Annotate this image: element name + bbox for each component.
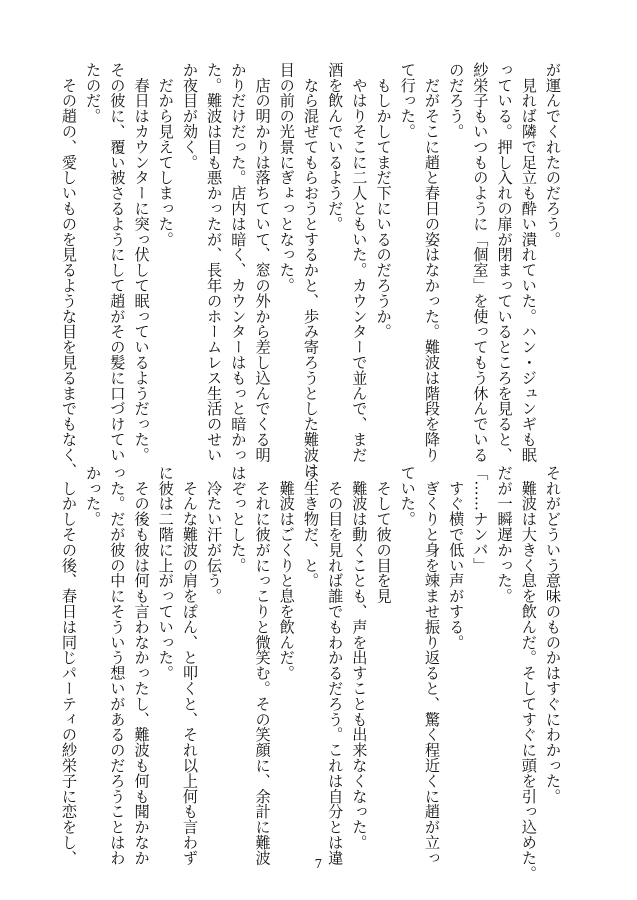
lower-text-line: だが一瞬遅かった。 — [495, 465, 514, 604]
lower-text-line: 「……ナンバ」 — [471, 465, 490, 573]
lower-text-line: そして彼の目を見 — [374, 465, 393, 604]
upper-text-line: その趙の、愛しいものを見るような目を見るまでもなく、 — [59, 62, 78, 478]
upper-text-line: その彼に、覆い被さるようにして趙がその髪に口づけてい — [108, 62, 127, 463]
upper-text-line: 春日はカウンターに突っ伏して眠っているようだった。 — [132, 62, 151, 463]
page-number: 7 — [314, 857, 323, 871]
upper-text-block — [59, 62, 565, 494]
lower-text-block — [59, 465, 565, 881]
upper-text-line: のだろう。 — [447, 62, 466, 139]
upper-text-line: 酒を飲んでいるようだ。 — [326, 62, 345, 232]
upper-text-line: なら混ぜてもらおうとするかと、歩み寄ろうとした難波は、 — [301, 62, 320, 494]
upper-text-line: かりだけだった。店内は暗く、カウンターはもっと暗かっ — [229, 62, 248, 463]
lower-text-line: う生き物だ、と。 — [301, 465, 320, 589]
upper-text-line: 店の明かりは落ちていて、窓の外から差し込んでくる明 — [253, 62, 272, 463]
upper-text-line: たのだ。 — [84, 62, 103, 124]
lower-text-line: 難波は大きく息を飲んだ。そしてすぐに頭を引っ込めた。 — [519, 465, 538, 881]
upper-text-line: 紗栄子もいつものように「個室」を使ってもう休んでいる — [471, 62, 490, 463]
lower-text-line: ていた。 — [398, 465, 417, 527]
lower-text-line: それに彼がにっこりと微笑む。その笑顔に、余計に難波 — [253, 465, 272, 866]
lower-text-line: 冷たい汗が伝う。 — [205, 465, 224, 604]
lower-text-line: 難波はごくりと息を飲んだ。 — [277, 465, 296, 681]
upper-text-line: もしかしてまだ下にいるのだろうか。 — [374, 62, 393, 340]
lower-text-line: その後も彼は何も言わなかったし、難波も何も聞かなか — [132, 465, 151, 866]
lower-text-line: に彼は二階に上がっていった。 — [156, 465, 175, 681]
lower-text-line: はぞっとした。 — [229, 465, 248, 573]
upper-text-line: が運んでくれたのだろう。 — [544, 62, 562, 247]
upper-text-line: っている。押し入れの扉が閉まっているところを見ると、 — [495, 62, 514, 463]
lower-text-line: ぎくりと身を竦ませ振り返ると、驚く程近くに趙が立っ — [422, 465, 441, 866]
upper-text-line: た。難波は目も悪かったが、長年のホームレス生活のせい — [205, 62, 224, 463]
lower-text-line: そんな難波の肩をぽん、と叩くと、それ以上何も言わず — [180, 465, 199, 866]
upper-text-line: だがそこに趙と春日の姿はなかった。難波は階段を降り — [422, 62, 441, 463]
lower-text-line: それがどういう意味のものかはすぐにわかった。 — [544, 465, 562, 804]
upper-text-line: やはりそこに二人ともいた。カウンターで並んで、まだ — [350, 62, 369, 463]
lower-text-line: すぐ横で低い声がする。 — [447, 465, 466, 650]
lower-text-line: った。だが彼の中にそういう想いがあるのだろうことはわ — [108, 465, 127, 866]
lower-text-line: かった。 — [84, 465, 103, 527]
lower-text-line: しかしその後、春日は同じパーティの紗栄子に恋をし、 — [59, 465, 78, 866]
upper-text-line: だから見えてしまった。 — [156, 62, 175, 247]
lower-text-line: その目を見れば誰でもわかるだろう。これは自分とは違 — [326, 465, 345, 866]
upper-text-line: か夜目が効く。 — [180, 62, 199, 170]
upper-text-line: て行った。 — [398, 62, 417, 139]
upper-text-line: 見れば隣で足立も酔い潰れていた。ハン・ジュンギも眠 — [519, 62, 538, 463]
upper-text-line: 目の前の光景にぎょっとなった。 — [277, 62, 296, 293]
lower-text-line: 難波は動くことも、声を出すことも出来なくなった。 — [350, 465, 369, 850]
